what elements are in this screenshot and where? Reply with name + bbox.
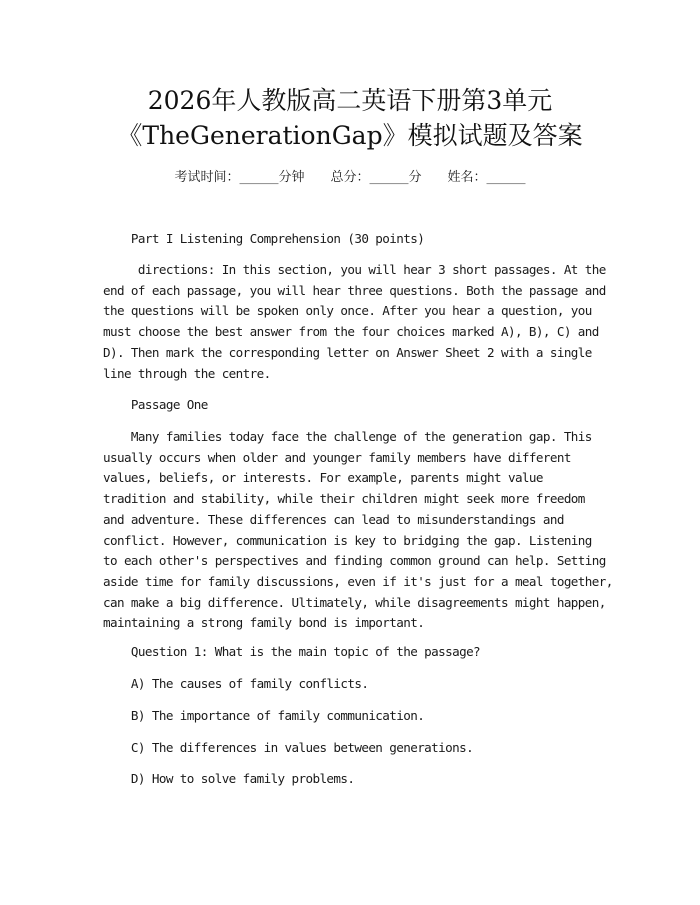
document-title-line-1: 2026年人教版高二英语下册第3单元	[147, 86, 553, 115]
directions-paragraph: directions: In this section, you will hear 3 short passages. At the end of each passage, you will hear three questions. Both the passage and the questions will be spoken only once. After you hear a question, you must choose the best answer from the four choices marked A), B), C) and D). Then mark the corresponding letter on Answer Sheet 2 with a single line through the centre.	[103, 262, 606, 381]
passage-text: Many families today face the challenge of the generation gap. This usually occurs when older and younger family members have different values, beliefs, or interests. For example, parents might value tradition and stability, while their children might seek more freedom and adventure. These differences can lead to misunderstandings and conflict. However, communication is key to bridging the gap. Listening to each other's perspectives and finding common ground can help. Setting aside time for family discussions, even if it's just for a meal together, can make a big difference. Ultimately, while disagreements might happen, maintaining a strong family bond is important.	[103, 429, 613, 631]
question-1: Question 1: What is the main topic of the passage?	[103, 644, 481, 659]
document-title-line-2: 《TheGenerationGap》模拟试题及答案	[117, 121, 583, 150]
total-score-field: 总分：______分	[330, 170, 422, 185]
name-field: 姓名：______	[447, 170, 526, 185]
question-1-option-a: A) The causes of family conflicts.	[103, 676, 369, 691]
part-heading: Part I Listening Comprehension (30 points)	[103, 231, 425, 246]
question-1-option-d: D) How to solve family problems.	[103, 771, 355, 786]
question-1-option-c: C) The differences in values between generations.	[103, 740, 474, 755]
question-1-option-b: B) The importance of family communication.	[103, 708, 425, 723]
exam-info-line	[0, 168, 700, 188]
passage-label: Passage One	[103, 397, 208, 412]
exam-time-field: 考试时间：______分钟	[174, 170, 305, 185]
